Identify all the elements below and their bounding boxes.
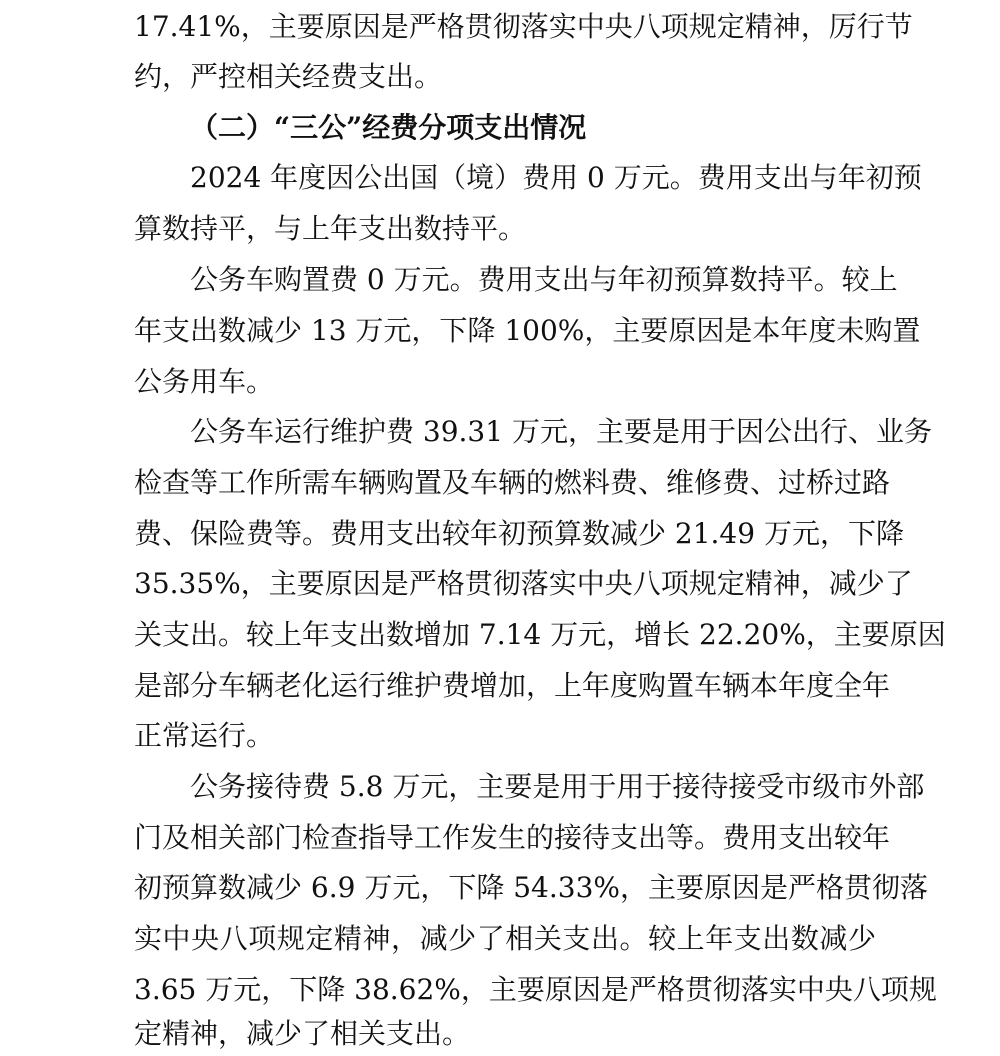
text-line: 公务用车。 (134, 365, 275, 398)
section-heading: （二）“三公”经费分项支出情况 (190, 111, 587, 144)
text-line: 定精神，减少了相关支出。 (134, 1017, 471, 1050)
text-line: 公务车运行维护费 39.31 万元，主要是用于因公出行、业务 (190, 415, 932, 448)
text-line: 公务接待费 5.8 万元，主要是用于用于接待接受市级市外部 (190, 770, 925, 803)
text-line: 2024 年度因公出国（境）费用 0 万元。费用支出与年初预 (190, 161, 922, 194)
text-line: 检查等工作所需车辆购置及车辆的燃料费、维修费、过桥过路 (134, 466, 891, 499)
text-line: 初预算数减少 6.9 万元，下降 54.33%，主要原因是严格贯彻落 (134, 871, 928, 904)
text-line: 是部分车辆老化运行维护费增加，上年度购置车辆本年度全年 (134, 669, 891, 702)
text-line: 算数持平，与上年支出数持平。 (134, 212, 527, 245)
text-line: 正常运行。 (134, 719, 275, 752)
text-line: 3.65 万元，下降 38.62%，主要原因是严格贯彻落实中央八项规 (134, 973, 937, 1006)
text-line: 关支出。较上年支出数增加 7.14 万元，增长 22.20%，主要原因 (134, 618, 946, 651)
text-line: 17.41%，主要原因是严格贯彻落实中央八项规定精神，厉行节 (134, 10, 913, 43)
text-line: 公务车购置费 0 万元。费用支出与年初预算数持平。较上 (190, 263, 898, 296)
text-line: 约，严控相关经费支出。 (134, 60, 443, 93)
text-line: 35.35%，主要原因是严格贯彻落实中央八项规定精神，减少了 (134, 567, 913, 600)
text-line: 门及相关部门检查指导工作发生的接待支出等。费用支出较年 (134, 821, 891, 854)
text-line: 实中央八项规定精神，减少了相关支出。较上年支出数减少 (134, 922, 876, 955)
text-line: 费、保险费等。费用支出较年初预算数减少 21.49 万元，下降 (134, 517, 904, 550)
text-line: 年支出数减少 13 万元，下降 100%，主要原因是本年度未购置 (134, 314, 921, 347)
